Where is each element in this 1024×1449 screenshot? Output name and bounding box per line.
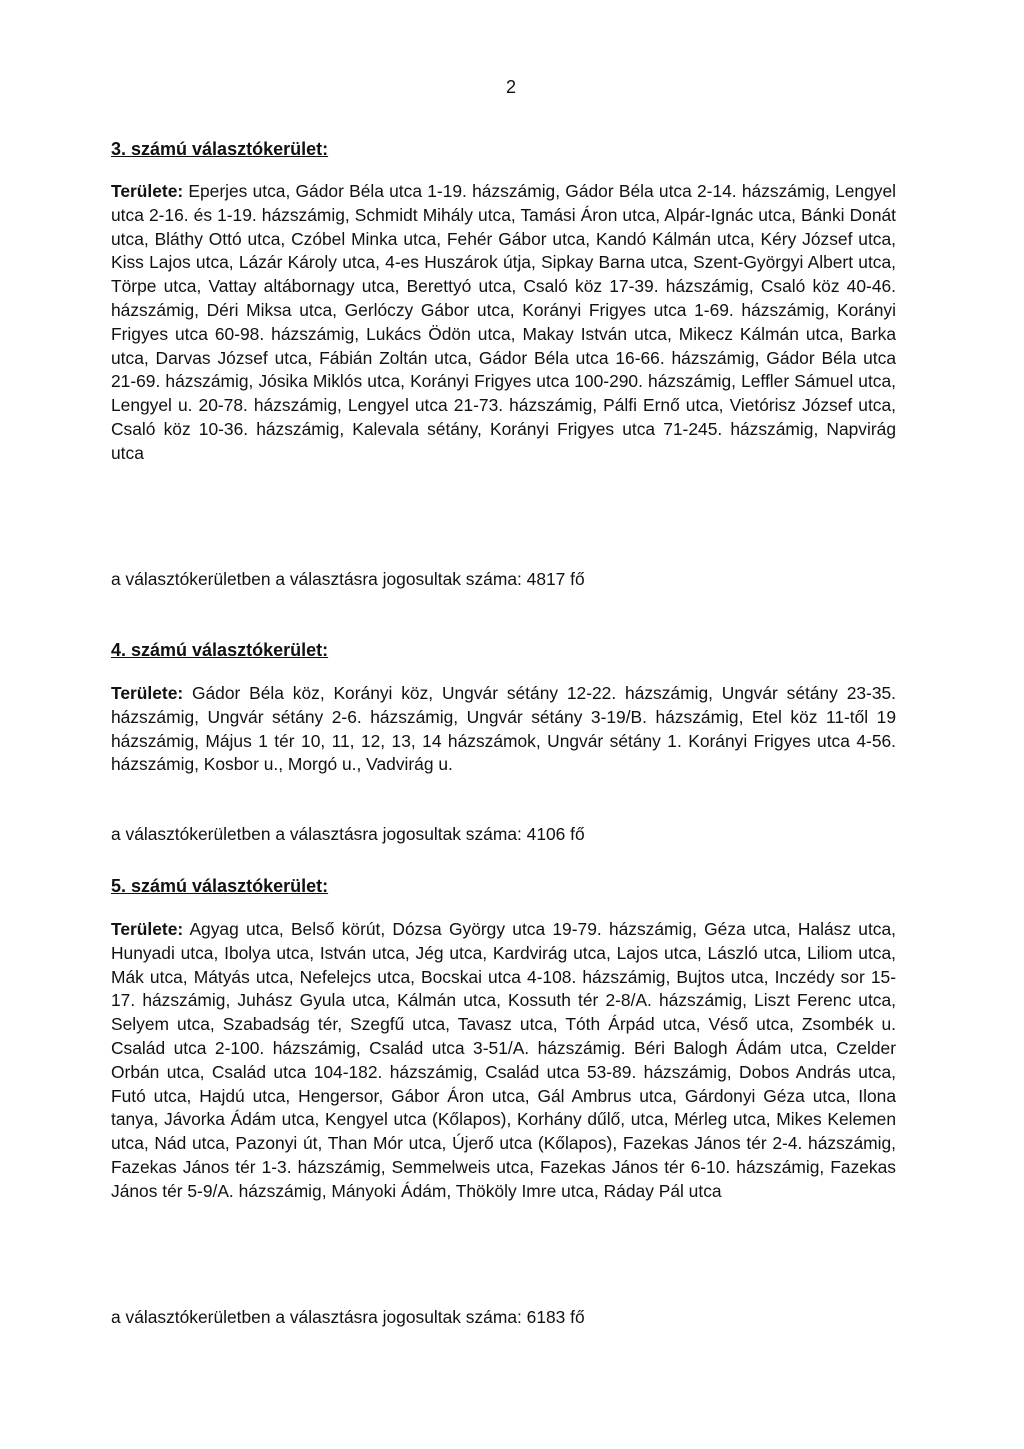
district-3-voters: a választókerületben a választásra jogosultak száma: 4817 fő <box>111 569 585 589</box>
district-5-area <box>111 918 896 1204</box>
district-3-heading: 3. számú választókerület: <box>111 139 329 159</box>
district-4-area-label: Területe: <box>111 683 184 703</box>
district-3-area <box>111 180 896 466</box>
district-5-area-text: Agyag utca, Belső körút, Dózsa György utca 19-79. házszámig, Géza utca, Halász utca, Hunyadi utca, Ibolya utca, István utca, Jég utca, Kardvirág utca, Lajos utca, László utca, Liliom utca, Mák utca, Mátyás utca, Nefelejcs utca, Bocskai utca 4-108. házszámig, Bujtos utca, Inczédy sor 15-17. házszámig, Juhász Gyula utca, Kálmán utca, Kossuth tér 2-8/A. házszámig, Liszt Ferenc utca, Selyem utca, Szabadság tér, Szegfű utca, Tavasz utca, Tóth Árpád utca, Véső utca, Zsombék u. Család utca 2-100. házszámig, Család utca 3-51/A. házszámig. Béri Balogh Ádám utca, Czelder Orbán utca, Család utca 104-182. házszámig, Család utca 53-89. házszámig, Dobos András utca, Futó utca, Hajdú utca, Hengersor, Gábor Áron utca, Gál Ambrus utca, Gárdonyi Géza utca, Ilona tanya, Jávorka Ádám utca, Kengyel utca (Kőlapos), Korhány dűlő, utca, Mérleg utca, Mikes Kelemen utca, Nád utca, Pazonyi út, Than Mór utca, Újerő utca (Kőlapos), Fazekas János tér 2-4. házszámig, Fazekas János tér 1-3. házszámig, Semmelweis utca, Fazekas János tér 6-10. házszámig, Fazekas János tér 5-9/A. házszámig, Mányoki Ádám, Thököly Imre utca, Ráday Pál utca <box>111 919 896 1201</box>
district-4-section <box>111 639 896 777</box>
district-4-voters: a választókerületben a választásra jogosultak száma: 4106 fő <box>111 824 585 844</box>
district-4-area-text: Gádor Béla köz, Korányi köz, Ungvár sétány 12-22. házszámig, Ungvár sétány 23-35. házszámig, Ungvár sétány 2-6. házszámig, Ungvár sétány 3-19/B. házszámig, Etel köz 11-től 19 házszámig, Május 1 tér 10, 11, 12, 13, 14 házszámok, Ungvár sétány 1. Korányi Frigyes utca 4-56. házszámig, Kosbor u., Morgó u., Vadvirág u. <box>111 683 896 775</box>
page-number: 2 <box>506 77 517 97</box>
district-3-section <box>111 138 896 466</box>
district-5-area-label: Területe: <box>111 919 184 939</box>
district-3-area-text: Eperjes utca, Gádor Béla utca 1-19. házszámig, Gádor Béla utca 2-14. házszámig, Lengyel utca 2-16. és 1-19. házszámig, Schmidt Mihály utca, Tamási Áron utca, Alpár-Ignác utca, Bánki Donát utca, Bláthy Ottó utca, Czóbel Minka utca, Fehér Gábor utca, Kandó Kálmán utca, Kéry József utca, Kiss Lajos utca, Lázár Károly utca, 4-es Huszárok útja, Sipkay Barna utca, Szent-Györgyi Albert utca, Törpe utca, Vattay altábornagy utca, Berettyó utca, Csaló köz 17-39. házszámig, Csaló köz 40-46. házszámig, Déri Miksa utca, Gerlóczy Gábor utca, Korányi Frigyes utca 1-69. házszámig, Korányi Frigyes utca 60-98. házszámig, Lukács Ödön utca, Makay István utca, Mikecz Kálmán utca, Barka utca, Darvas József utca, Fábián Zoltán utca, Gádor Béla utca 16-66. házszámig, Gádor Béla utca 21-69. házszámig, Jósika Miklós utca, Korányi Frigyes utca 100-290. házszámig, Leffler Sámuel utca, Lengyel u. 20-78. házszámig, Lengyel utca 21-73. házszámig, Pálfi Ernő utca, Vietórisz József utca, Csaló köz 10-36. házszámig, Kalevala sétány, Korányi Frigyes utca 71-245. házszámig, Napvirág utca <box>111 181 896 463</box>
district-5-heading: 5. számú választókerület: <box>111 876 329 896</box>
district-5-voters: a választókerületben a választásra jogosultak száma: 6183 fő <box>111 1307 585 1327</box>
district-3-area-label: Területe: <box>111 181 184 201</box>
district-4-heading: 4. számú választókerület: <box>111 640 329 660</box>
district-4-area <box>111 682 896 777</box>
district-5-section <box>111 875 896 1204</box>
